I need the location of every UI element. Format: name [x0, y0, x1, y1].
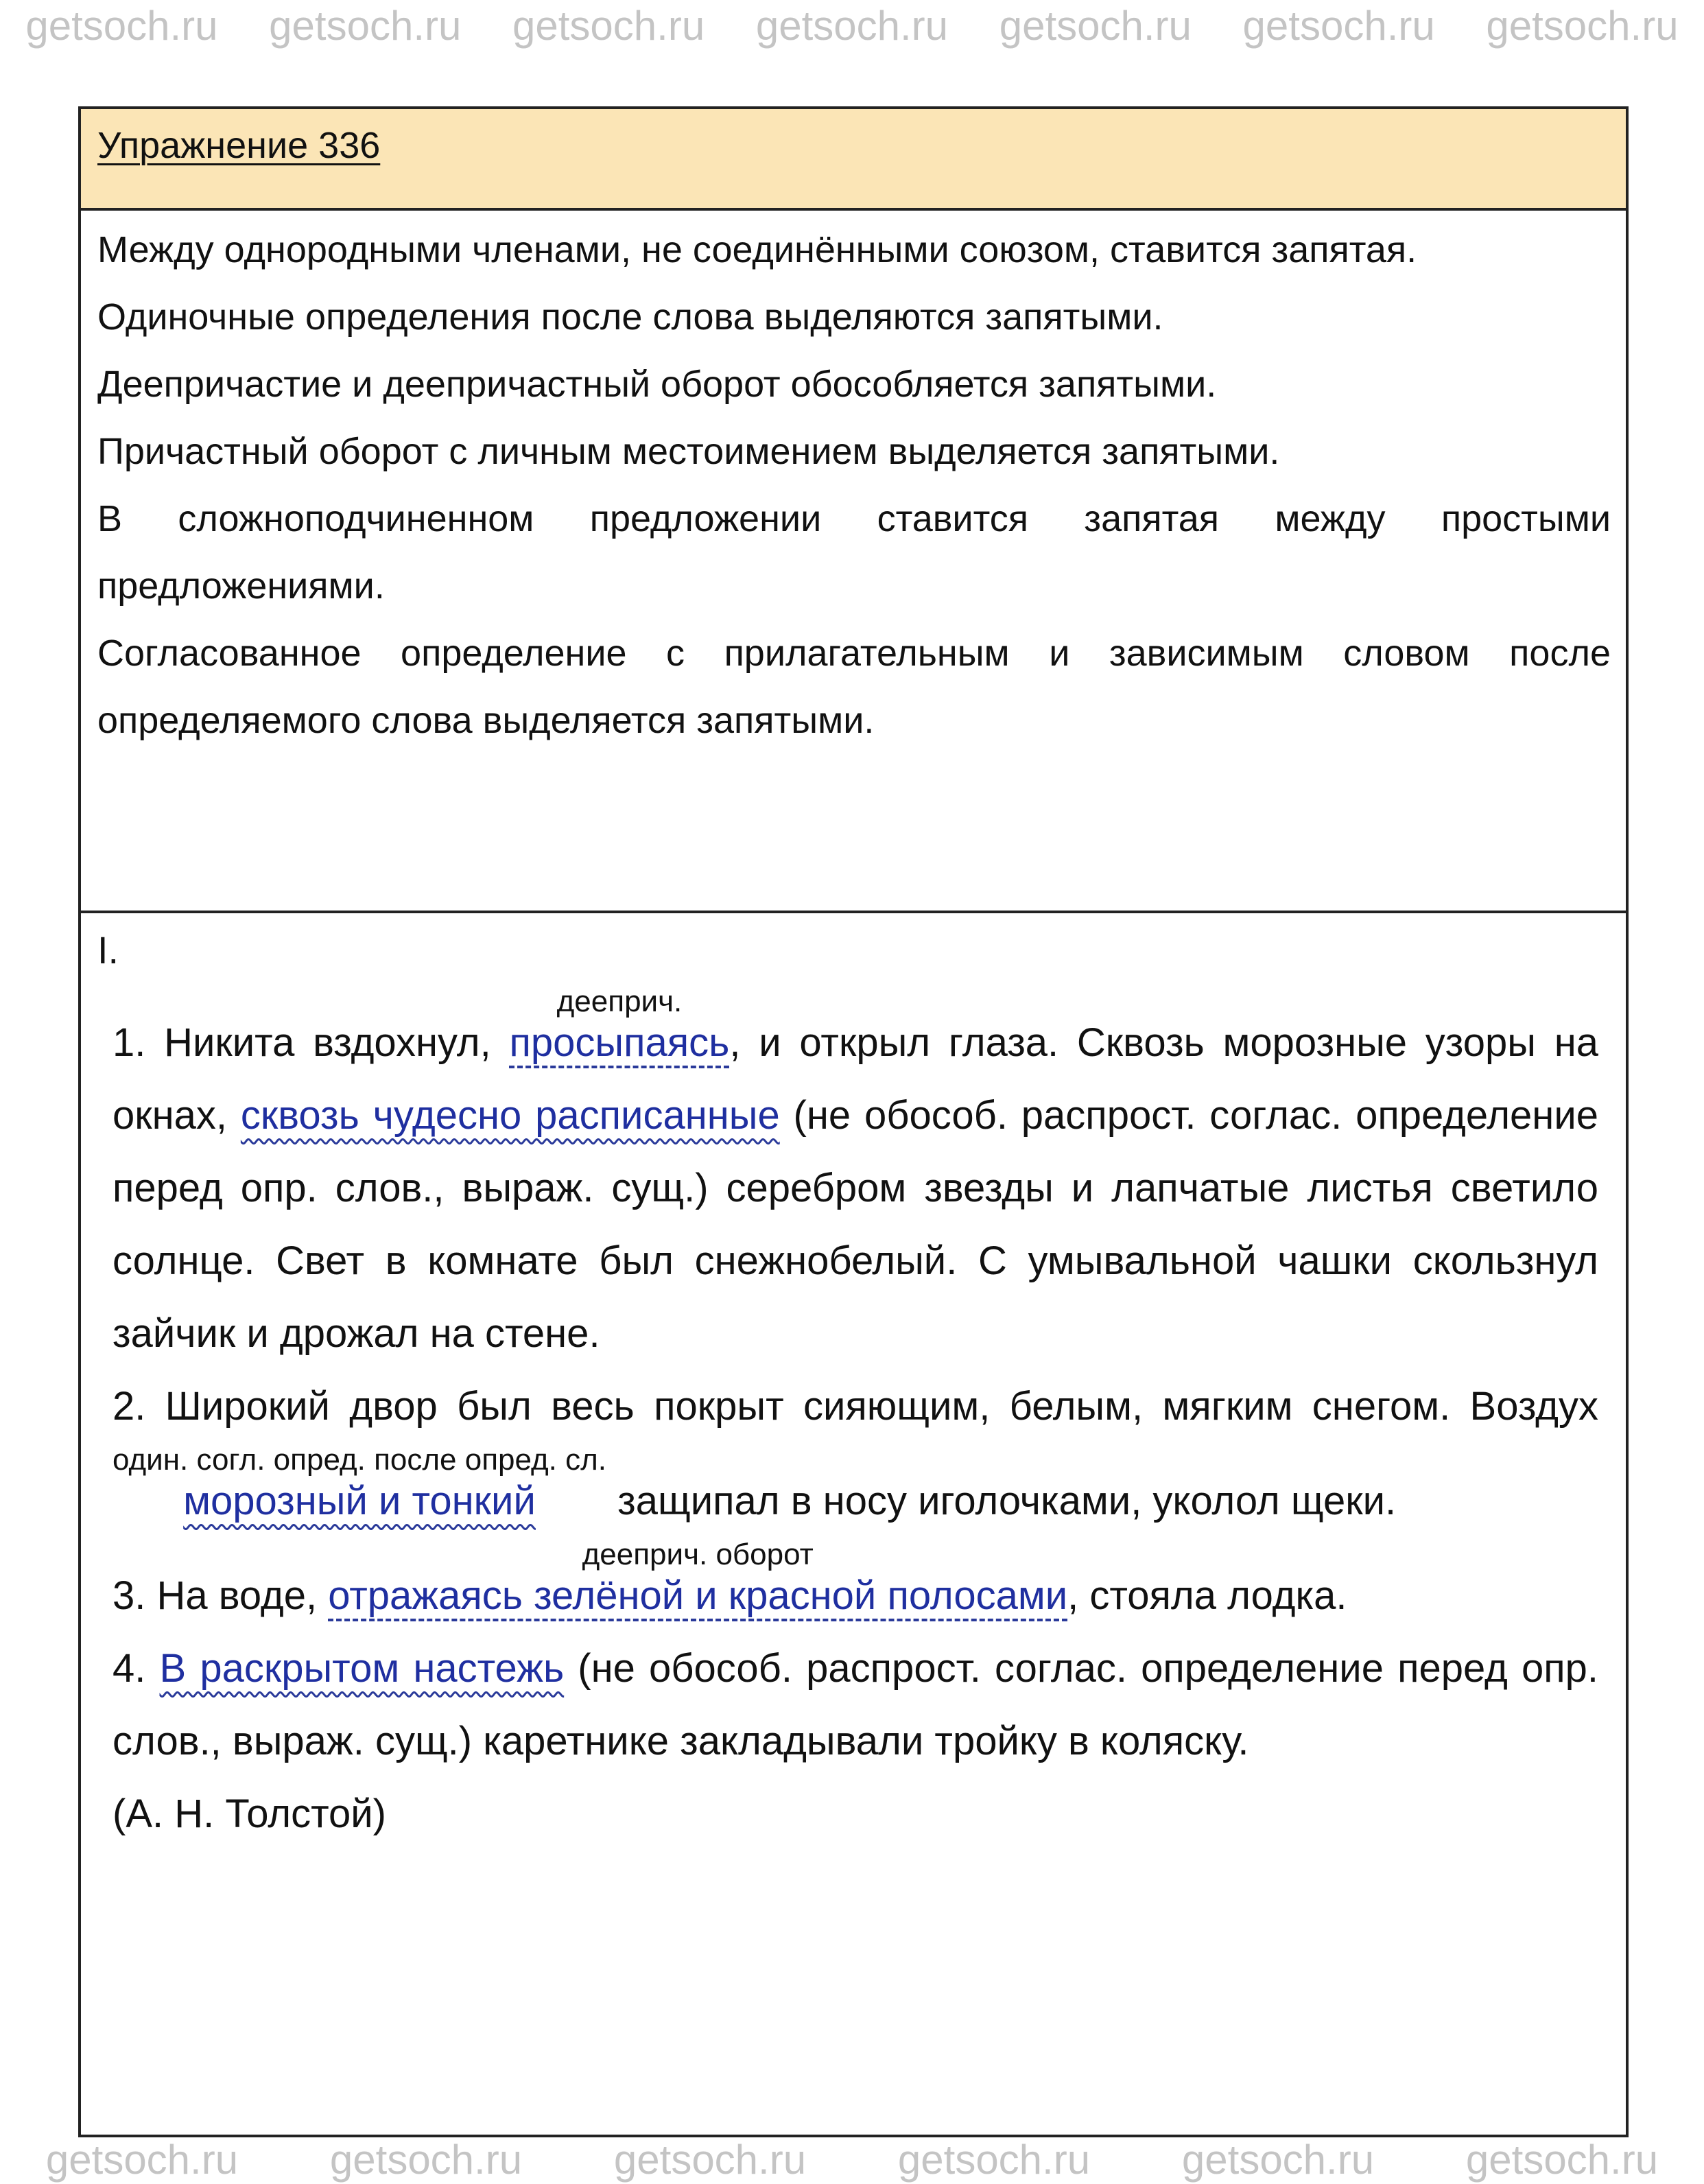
answer-items — [97, 985, 1598, 1851]
highlight-text: отражаясь зелёной и красной полосами — [328, 1573, 1068, 1618]
highlight-text: морозный и тонкий — [183, 1479, 536, 1523]
watermark-row-bottom — [0, 2137, 1704, 2183]
exercise-card — [78, 106, 1629, 2137]
sentence-text: , и открыл глаза. Сквозь морозные узоры на окнах, — [113, 1020, 1598, 1138]
highlight-text: сквозь чудесно расписанные — [240, 1093, 780, 1138]
highlight-text: просыпаясь — [509, 1020, 730, 1065]
watermark: getsoch.ru — [999, 2, 1192, 49]
sentence-text: (не обособ. распрост. соглас. определение перед опр. слов., выраж. сущ.) серебром звезды и лапчатые листья светило солнце. Свет в комнате был снежнобелый. С умывальной чашки скользнул зайчик и дрожал на стене. — [113, 1093, 1598, 1356]
highlight-text: В раскрытом настежь — [159, 1646, 565, 1691]
grammar-note: дееприч. оборот — [582, 1538, 814, 1571]
watermark: getsoch.ru — [45, 2137, 239, 2183]
watermark: getsoch.ru — [329, 2137, 523, 2183]
watermark: getsoch.ru — [613, 2137, 807, 2183]
definition-highlight — [160, 1646, 565, 1691]
rule-text: Между однородными членами, не соединёнными союзом, ставится запятая. — [97, 229, 1417, 270]
answer-item — [97, 985, 1598, 1370]
exercise-header — [81, 109, 1626, 211]
rule-text: Одиночные определения после слова выделяются запятыми. — [97, 296, 1163, 338]
watermark: getsoch.ru — [512, 2, 705, 49]
sentence-text: 4. — [113, 1646, 160, 1691]
rules-section — [81, 211, 1626, 913]
answer-item — [97, 1632, 1598, 1778]
watermark-row-top — [0, 0, 1704, 51]
sentence-text: защипал в носу иголочками, уколол щеки. — [606, 1479, 1397, 1523]
rule-text: Деепричастие и деепричастный оборот обособляется запятыми. — [97, 364, 1217, 405]
sentence-text: (не обособ. распрост. соглас. определение перед опр. слов., выраж. сущ.) каретнике закладывали тройку в коляску. — [113, 1646, 1598, 1763]
exercise-title: Упражнение 336 — [97, 125, 381, 166]
definition-highlight — [113, 1443, 606, 1525]
watermark: getsoch.ru — [1242, 2, 1435, 49]
sentence-text: (А. Н. Толстой) — [113, 1792, 386, 1836]
grammar-note: один. согл. опред. после опред. сл. — [113, 1443, 607, 1477]
participle-highlight — [510, 985, 730, 1067]
answer-item — [97, 1778, 1598, 1851]
watermark-spacer — [0, 51, 1704, 106]
answer-item — [97, 1370, 1598, 1538]
watermark: getsoch.ru — [1465, 2137, 1659, 2183]
definition-highlight — [241, 1093, 780, 1138]
rule-text: Согласованное определение с прилагательным и зависимым словом после определяемого слова выделяется запятыми. — [97, 633, 1611, 741]
answer-item — [97, 1538, 1598, 1632]
rule-text: Причастный оборот с личным местоимением выделяется запятыми. — [97, 431, 1280, 472]
exercise-answer — [81, 913, 1626, 1878]
watermark: getsoch.ru — [269, 2, 462, 49]
sentence-text: , стояла лодка. — [1067, 1573, 1347, 1618]
participle-highlight — [328, 1538, 1067, 1620]
part-label: I. — [97, 928, 119, 972]
sentence-text: 3. На воде, — [113, 1573, 329, 1618]
watermark: getsoch.ru — [1486, 2, 1679, 49]
sentence-text: 2. Широкий двор был весь покрыт сияющим, белым, мягким снегом. Воздух — [113, 1384, 1598, 1429]
watermark: getsoch.ru — [897, 2137, 1091, 2183]
watermark: getsoch.ru — [755, 2, 949, 49]
sentence-text: 1. Никита вздохнул, — [113, 1020, 510, 1065]
rule-text: В сложноподчиненном предложении ставится запятая между простыми предложениями. — [97, 498, 1611, 607]
grammar-note: дееприч. — [556, 985, 683, 1018]
watermark: getsoch.ru — [1181, 2137, 1375, 2183]
watermark: getsoch.ru — [25, 2, 218, 49]
